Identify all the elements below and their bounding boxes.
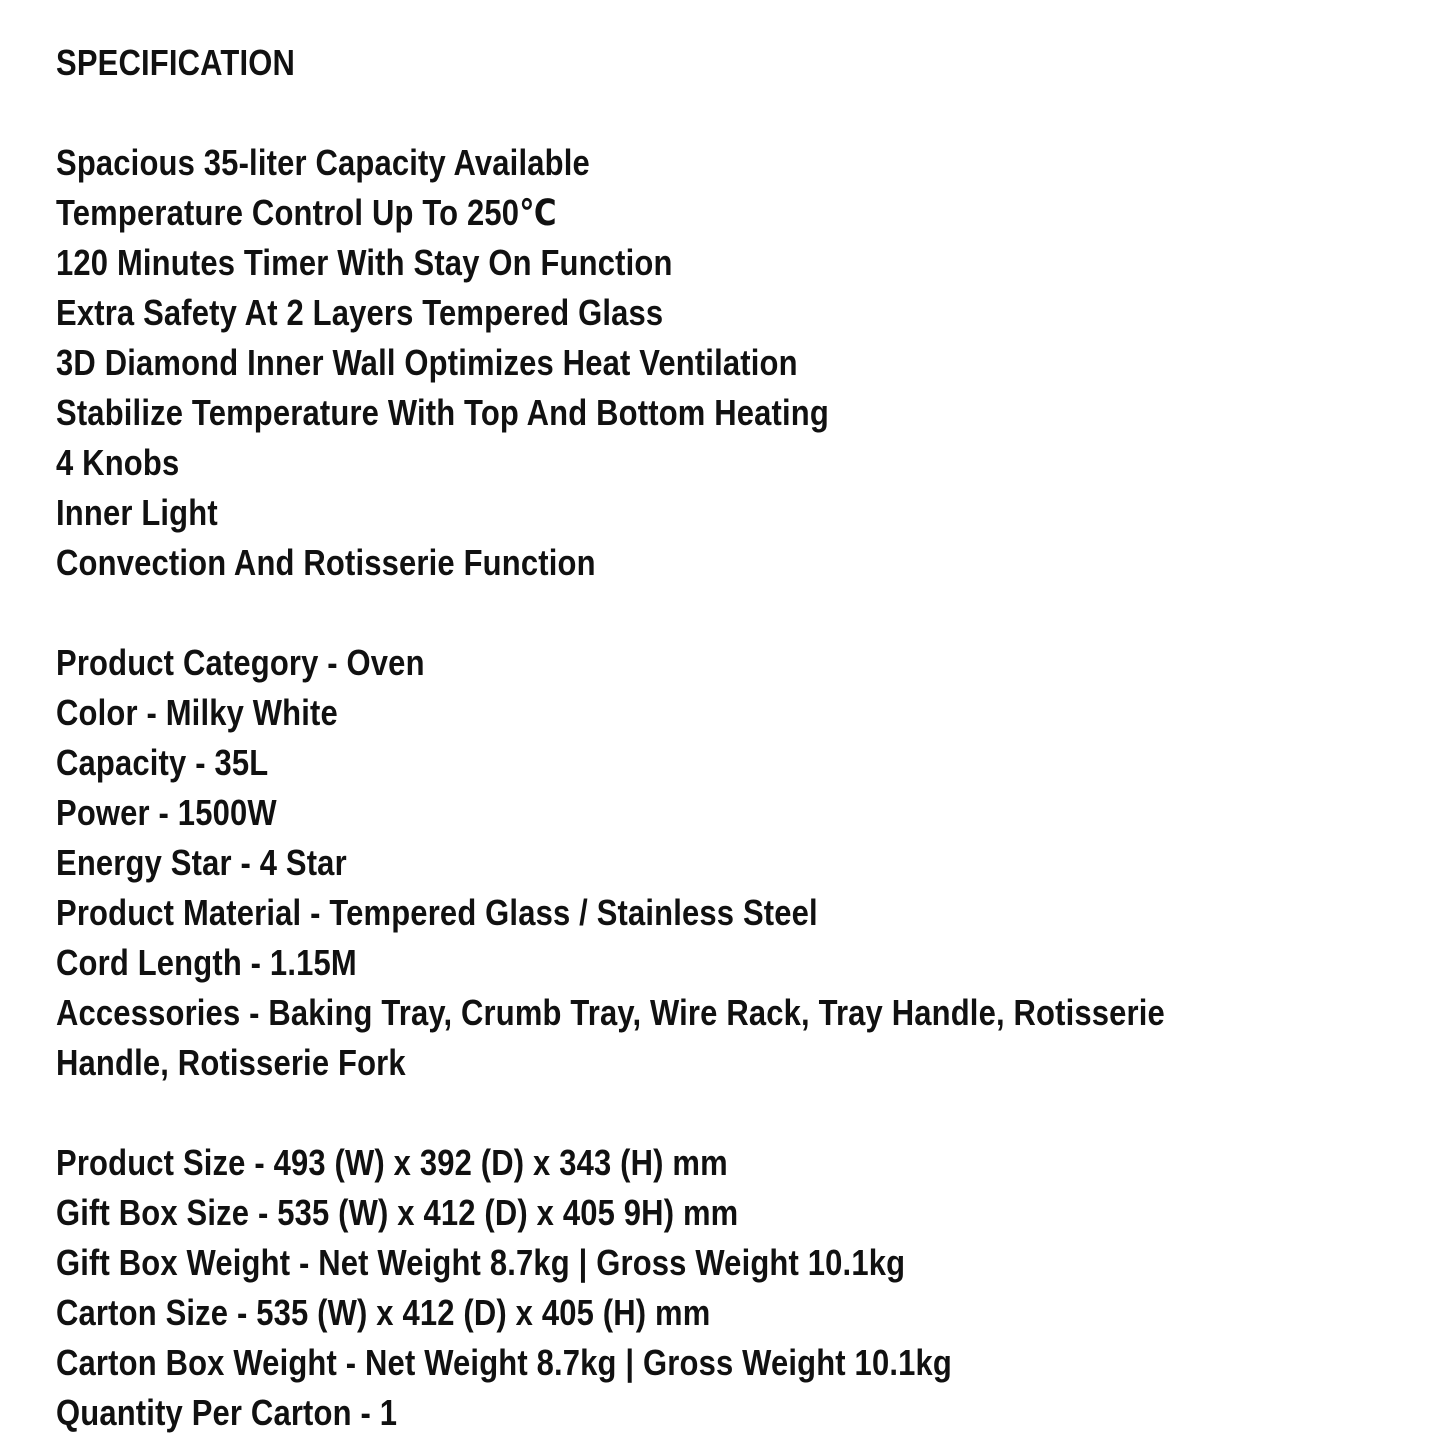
feature-item: 120 Minutes Timer With Stay On Function <box>56 242 673 283</box>
details-list <box>56 638 1396 1088</box>
feature-item: Inner Light <box>56 492 218 533</box>
detail-item: Capacity - 35L <box>56 742 269 783</box>
specification-document <box>56 38 1396 1438</box>
detail-item-accessories: Accessories - Baking Tray, Crumb Tray, Wire Rack, Tray Handle, Rotisserie Handle, Rotisserie Fork <box>56 992 1165 1083</box>
page-title: SPECIFICATION <box>56 42 296 83</box>
detail-item: Product Material - Tempered Glass / Stainless Steel <box>56 892 818 933</box>
spacer <box>56 1088 1396 1138</box>
detail-item: Energy Star - 4 Star <box>56 842 347 883</box>
packaging-item: Product Size - 493 (W) x 392 (D) x 343 (H) mm <box>56 1142 728 1183</box>
detail-item: Power - 1500W <box>56 792 277 833</box>
spacer <box>56 588 1396 638</box>
feature-item: 3D Diamond Inner Wall Optimizes Heat Ventilation <box>56 342 798 383</box>
feature-item: 4 Knobs <box>56 442 180 483</box>
packaging-item: Quantity Per Carton - 1 <box>56 1392 398 1433</box>
spacer <box>56 88 1396 138</box>
packaging-item: Carton Size - 535 (W) x 412 (D) x 405 (H) mm <box>56 1292 711 1333</box>
detail-item: Color - Milky White <box>56 692 338 733</box>
packaging-item: Gift Box Size - 535 (W) x 412 (D) x 405 9H) mm <box>56 1192 739 1233</box>
feature-item: Temperature Control Up To 250℃ <box>56 192 557 233</box>
detail-item: Product Category - Oven <box>56 642 425 683</box>
packaging-item: Gift Box Weight - Net Weight 8.7kg | Gross Weight 10.1kg <box>56 1242 906 1283</box>
packaging-list <box>56 1138 1396 1438</box>
detail-item: Cord Length - 1.15M <box>56 942 357 983</box>
features-list <box>56 138 1396 588</box>
feature-item: Convection And Rotisserie Function <box>56 542 596 583</box>
feature-item: Spacious 35-liter Capacity Available <box>56 142 590 183</box>
feature-item: Stabilize Temperature With Top And Bottom Heating <box>56 392 829 433</box>
feature-item: Extra Safety At 2 Layers Tempered Glass <box>56 292 664 333</box>
packaging-item: Carton Box Weight - Net Weight 8.7kg | Gross Weight 10.1kg <box>56 1342 952 1383</box>
